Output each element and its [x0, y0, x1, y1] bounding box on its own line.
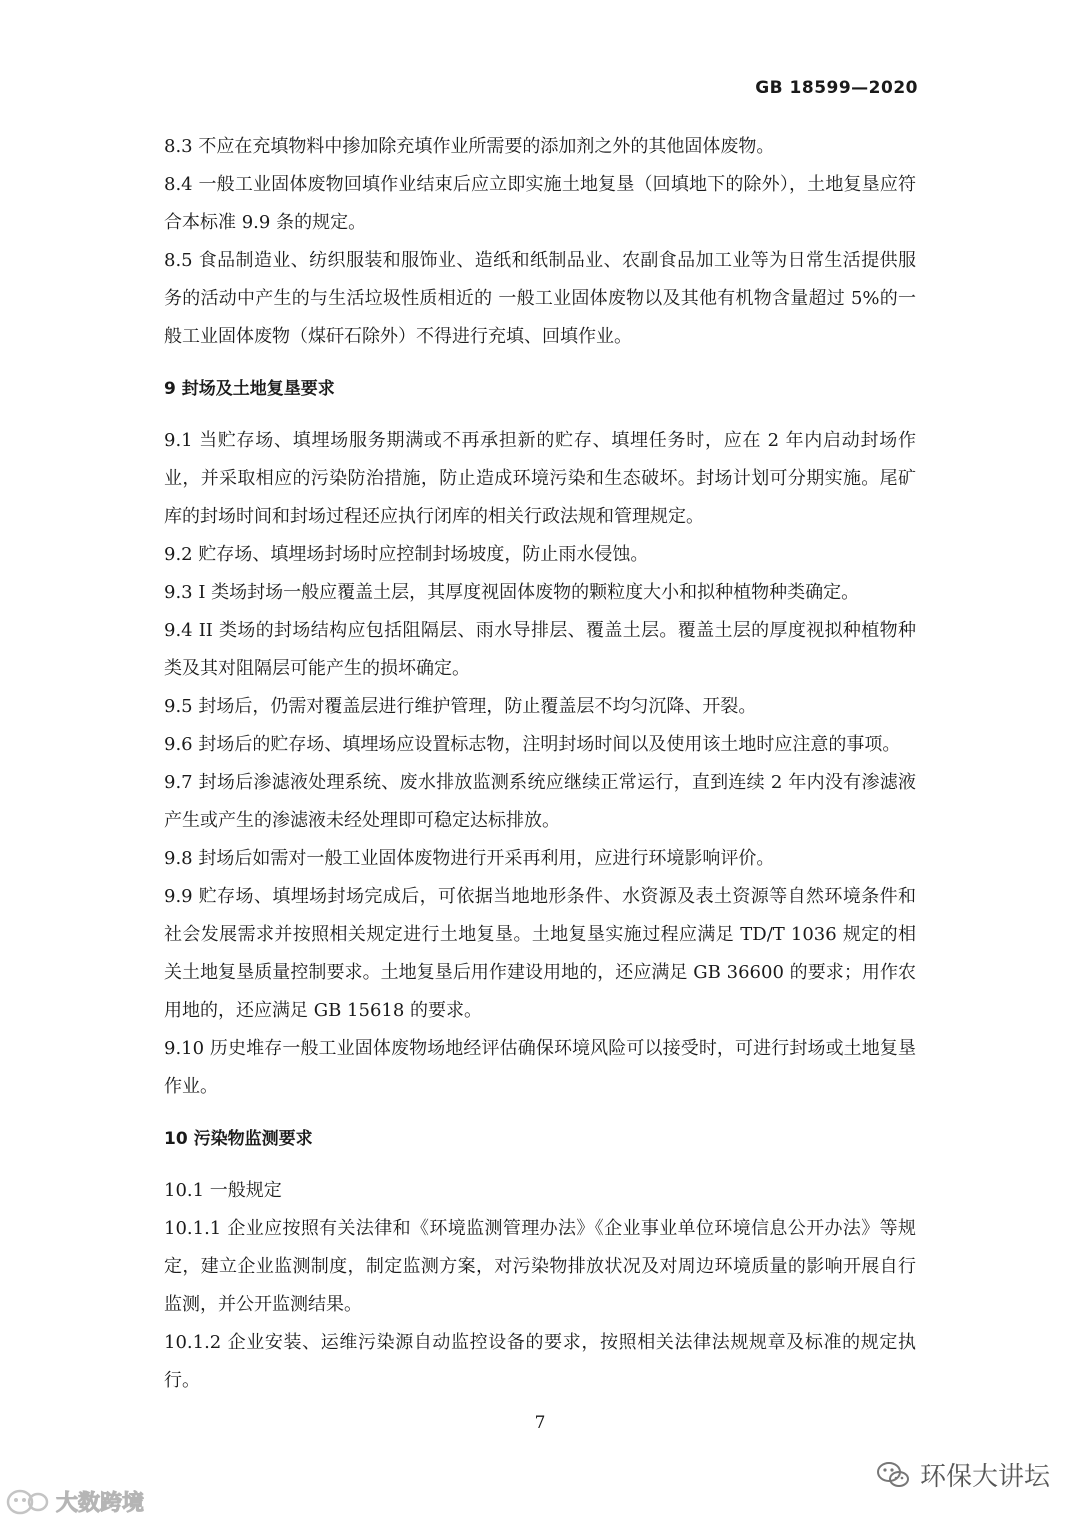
clause-9-5: 9.5 封场后，仍需对覆盖层进行维护管理，防止覆盖层不均匀沉降、开裂。	[164, 696, 757, 717]
clause-8-5: 8.5 食品制造业、纺织服装和服饰业、造纸和纸制品业、农副食品加工业等为日常生活提供服务的活动中产生的与生活垃圾性质相近的 一般工业固体废物以及其他有机物含量超过 5%的一般工业固体废物（煤矸石除外）不得进行充填、回填作业。	[164, 250, 916, 347]
clause-9-9: 9.9 贮存场、填埋场封场完成后，可依据当地地形条件、水资源及表土资源等自然环境条件和社会发展需求并按照相关规定进行土地复垦。土地复垦实施过程应满足 TD/T 1036 规定的相关土地复垦质量控制要求。土地复垦后用作建设用地的，还应满足 GB 36600 的要求；用作农用地的，还应满足 GB 15618 的要求。	[164, 886, 916, 1021]
clause-9-4: 9.4 II 类场的封场结构应包括阻隔层、雨水导排层、覆盖土层。覆盖土层的厚度视拟种植物种类及其对阻隔层可能产生的损坏确定。	[164, 620, 916, 679]
section-heading-10: 10 污染物监测要求	[164, 1129, 313, 1149]
clause-9-8: 9.8 封场后如需对一般工业固体废物进行开采再利用，应进行环境影响评价。	[164, 848, 775, 869]
clause-9-6: 9.6 封场后的贮存场、填埋场应设置标志物，注明封场时间以及使用该土地时应注意的事项。	[164, 734, 901, 755]
clause-9-3: 9.3 I 类场封场一般应覆盖土层，其厚度视固体废物的颗粒度大小和拟种植物种类确定。	[164, 582, 860, 603]
clause-10-1-2: 10.1.2 企业安装、运维污染源自动监控设备的要求，按照相关法律法规规章及标准的规定执行。	[164, 1332, 916, 1391]
section-heading-9: 9 封场及土地复垦要求	[164, 379, 335, 399]
standard-code: GB 18599—2020	[755, 78, 918, 98]
clause-9-2: 9.2 贮存场、填埋场封场时应控制封场坡度，防止雨水侵蚀。	[164, 544, 649, 565]
page-number: 7	[534, 1413, 546, 1433]
clause-8-3: 8.3 不应在充填物料中掺加除充填作业所需要的添加剂之外的其他固体废物。	[164, 136, 775, 157]
clause-8-4: 8.4 一般工业固体废物回填作业结束后应立即实施土地复垦（回填地下的除外），土地复垦应符合本标准 9.9 条的规定。	[164, 174, 916, 233]
watermark-left-text: 大数跨境	[56, 1491, 145, 1516]
watermark-left	[6, 1486, 144, 1517]
chat-bubble-icon	[6, 1487, 50, 1517]
clause-9-1: 9.1 当贮存场、填埋场服务期满或不再承担新的贮存、填埋任务时，应在 2 年内启动封场作业，并采取相应的污染防治措施，防止造成环境污染和生态破坏。封场计划可分期实施。尾矿库的封场时间和封场过程还应执行闭库的相关行政法规和管理规定。	[164, 430, 916, 527]
clause-10-1-1: 10.1.1 企业应按照有关法律和《环境监测管理办法》《企业事业单位环境信息公开办法》等规定，建立企业监测制度，制定监测方案，对污染物排放状况及对周边环境质量的影响开展自行监测，并公开监测结果。	[164, 1218, 916, 1315]
clause-9-10: 9.10 历史堆存一般工业固体废物场地经评估确保环境风险可以接受时，可进行封场或土地复垦作业。	[164, 1038, 916, 1097]
wechat-icon	[876, 1460, 910, 1490]
clause-10-1: 10.1 一般规定	[164, 1180, 282, 1201]
watermark-right	[876, 1456, 1050, 1493]
document-body	[164, 128, 916, 1400]
watermark-right-text: 环保大讲坛	[919, 1462, 1050, 1492]
clause-9-7: 9.7 封场后渗滤液处理系统、废水排放监测系统应继续正常运行，直到连续 2 年内没有渗滤液产生或产生的渗滤液未经处理即可稳定达标排放。	[164, 772, 916, 831]
